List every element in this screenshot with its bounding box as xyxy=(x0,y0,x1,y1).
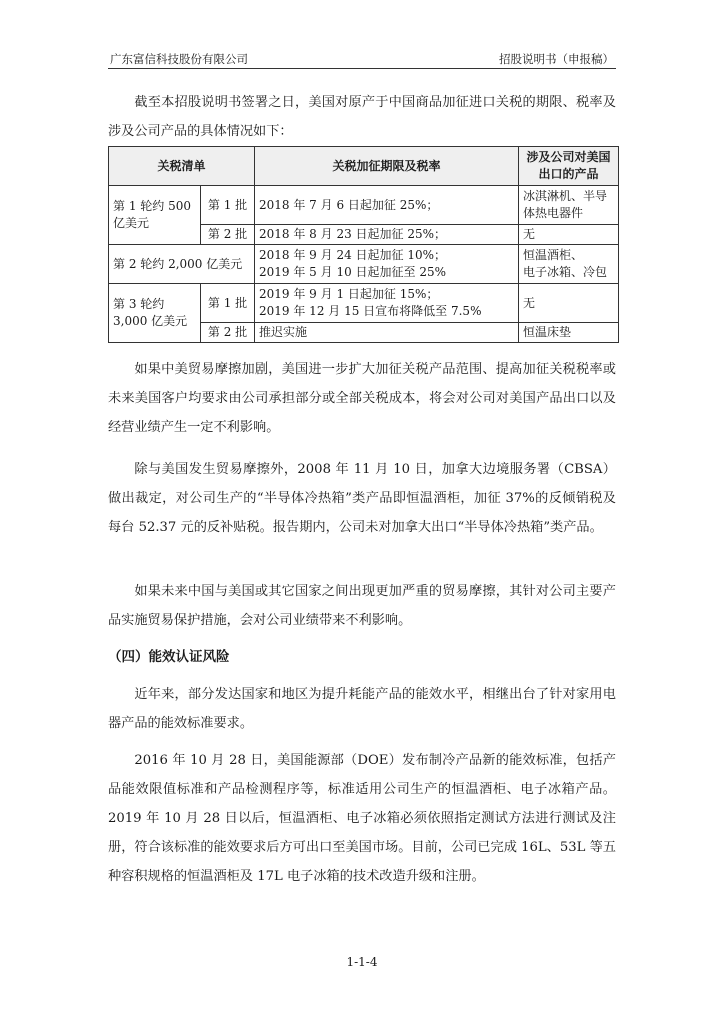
paragraph-future-risk: 如果未来中国与美国或其它国家之间出现更加严重的贸易摩擦，其针对公司主要产品实施贸易保护措施，会对公司业绩带来不利影响。 xyxy=(108,584,616,628)
header-doc-type: 招股说明书（申报稿） xyxy=(499,52,614,66)
cell-batch: 第 1 批 xyxy=(201,284,255,323)
product-line: 恒温酒柜、 xyxy=(523,248,584,262)
product-line: 电子冰箱、冷包 xyxy=(523,265,608,279)
page-header xyxy=(108,50,616,69)
period-line: 2019 年 5 月 10 日起加征至 25% xyxy=(259,265,447,279)
header-company: 广东富信科技股份有限公司 xyxy=(110,52,248,66)
intro-paragraph: 截至本招股说明书签署之日，美国对原产于中国商品加征进口关税的期限、税率及涉及公司产品的具体情况如下： xyxy=(108,95,616,139)
table-row xyxy=(109,186,619,225)
period-line: 2018 年 9 月 24 日起加征 10%； xyxy=(259,248,447,262)
header-period-rate: 关税加征期限及税率 xyxy=(255,147,519,186)
page-number: 1-1-4 xyxy=(346,955,378,969)
cell-products xyxy=(519,245,619,284)
period-line: 2019 年 12 月 15 日宣布将降低至 7.5% xyxy=(259,304,482,318)
cell-list-round3: 第 3 轮约 3,000 亿美元 xyxy=(109,284,201,343)
cell-period: 2018 年 7 月 6 日起加征 25%； xyxy=(255,186,519,225)
table-row xyxy=(109,284,619,323)
cell-products: 冰淇淋机、半导体热电器件 xyxy=(519,186,619,225)
paragraph-efficiency-standards: 近年来，部分发达国家和地区为提升耗能产品的能效水平，相继出台了针对家用电器产品的能效标准要求。 xyxy=(108,687,616,731)
period-line: 2019 年 9 月 1 日起加征 15%； xyxy=(259,287,439,301)
cell-list-round2: 第 2 轮约 2,000 亿美元 xyxy=(109,245,255,284)
cell-period: 推迟实施 xyxy=(255,323,519,343)
cell-period xyxy=(255,284,519,323)
cell-batch: 第 1 批 xyxy=(201,186,255,225)
section-title: （四）能效认证风险 xyxy=(108,649,230,665)
cell-products: 无 xyxy=(519,284,619,323)
cell-products: 恒温床垫 xyxy=(519,323,619,343)
header-products: 涉及公司对美国出口的产品 xyxy=(519,147,619,186)
cell-batch: 第 2 批 xyxy=(201,323,255,343)
cell-period xyxy=(255,245,519,284)
paragraph-trade-friction: 如果中美贸易摩擦加剧，美国进一步扩大加征关税产品范围、提高加征关税税率或未来美国客户均要求由公司承担部分或全部关税成本，将会对公司对美国产品出口以及经营业绩产生一定不利影响。 xyxy=(108,362,616,435)
cell-products: 无 xyxy=(519,225,619,245)
cell-list-round1: 第 1 轮约 500 亿美元 xyxy=(109,186,201,245)
paragraph-doe: 2016 年 10 月 28 日，美国能源部（DOE）发布制冷产品新的能效标准，包括产品能效限值标准和产品检测程序等，标准适用公司生产的恒温酒柜、电子冰箱产品。2019 年 10 月 28 日以后，恒温酒柜、电子冰箱必须依照指定测试方法进行测试及注册，符合该标准的能效要求后方可出口至美国市场。目前，公司已完成 16L、53L 等五种容积规格的恒温酒柜及 17L 电子冰箱的技术改造升级和注册。 xyxy=(108,753,616,884)
table-header-row xyxy=(109,147,619,186)
paragraph-canada-cbsa: 除与美国发生贸易摩擦外，2008 年 11 月 10 日，加拿大边境服务署（CBSA）做出裁定，对公司生产的“半导体冷热箱”类产品即恒温酒柜，加征 37%的反倾销税及每台 52.37 元的反补贴税。报告期内，公司未对加拿大出口“半导体冷热箱”类产品。 xyxy=(108,462,616,535)
table-row xyxy=(109,245,619,284)
cell-period: 2018 年 8 月 23 日起加征 25%； xyxy=(255,225,519,245)
cell-batch: 第 2 批 xyxy=(201,225,255,245)
tariff-table xyxy=(108,146,619,343)
header-tariff-list: 关税清单 xyxy=(109,147,255,186)
